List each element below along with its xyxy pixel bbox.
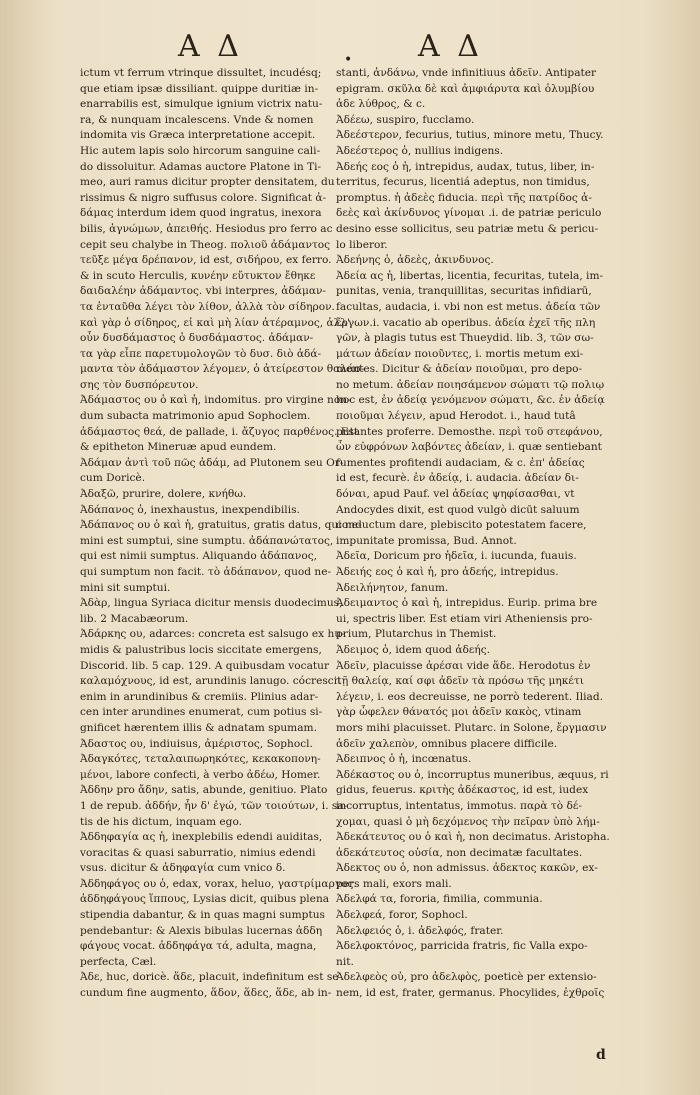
text-line: δεὲς καὶ ἀκίνδυνος γίνομαι .i. de patriæ periculo — [336, 207, 602, 220]
text-line: Ἀδδηφαγία ας ἡ, inexplebilis edendi auiditas, — [80, 831, 323, 844]
text-line: pendebantur: & Alexis bibulas lucernas ἀδδη — [80, 924, 323, 937]
text-line: gnificet hærentem illis & adnatam spumam. — [80, 721, 317, 734]
text-line: ἀδε λύθρος, & c. — [336, 98, 426, 111]
text-line: τῇ θαλείᾳ, καί σφι ἀδεῖν τὰ πρόσω τῆς μηκέτι — [336, 675, 584, 688]
text-line: Andocydes dixit, est quod vulgò dicūt saluum — [336, 503, 580, 516]
text-line: que etiam ipsæ dissiliant. quippe duritiæ in- — [80, 82, 319, 95]
text-line: γὰρ ὦφελεν θάνατός μοι ἀδεῖν κακὸς, vtinam — [336, 706, 582, 719]
text-line: bilis, ἀγνώμων, ἀπειθής. Hesiodus pro ferro ac — [80, 222, 333, 235]
text-line: ui, spectris liber. Est etiam viri Atheniensis pro- — [336, 612, 593, 625]
text-line: & epitheton Mineruæ apud eundem. — [80, 441, 277, 454]
text-line: Ἀδδηφάγος ου ὁ, edax, vorax, heluo, γαστρίμαργος. — [80, 877, 357, 890]
text-line: ἀδεῖν χαλεπὸν, omnibus placere difficile. — [336, 737, 558, 750]
text-line: impunitate promissa, Bud. Annot. — [336, 534, 517, 547]
text-line: Ἀδέκαστος ου ὁ, incorruptus muneribus, æquus, ri — [336, 768, 609, 781]
right-text-column — [336, 66, 626, 1066]
text-line: punitas, venia, tranquillitas, securitas infidiarū, — [336, 285, 592, 298]
text-line: gidus, feuerus. κριτὴς ἀδέκαστος, id est, iudex — [336, 784, 589, 797]
text-line: hoc est, ἐν ἀδείᾳ γενόμενον σώματι, &c. ἐν ἀδείᾳ — [336, 394, 605, 407]
text-line: τα γὰρ εἶπε παρετυμολογῶν τὸ δυσ. διὸ ἀδά- — [80, 347, 322, 360]
text-line: λέγειν, i. eos decreuisse, ne porrò tederent. Iliad. — [336, 690, 603, 703]
text-line: Ἀδάπανος ου ὁ καὶ ἡ, gratuitus, gratis datus, qui ne- — [80, 519, 362, 532]
text-line: Ἀδέεω, suspiro, fucclamo. — [336, 113, 475, 126]
text-line: no metum. ἀδείαν ποιησάμενον σώματι τῷ πολιῳ — [336, 378, 605, 391]
text-line: σης τὸν δυσπόρευτον. — [80, 378, 199, 391]
left-text-column — [80, 66, 366, 1066]
text-line: τα ἐνταῦθα λέγει τὸν λίθον, ἀλλὰ τὸν σίδηρον. — [80, 300, 335, 313]
text-line: conductum dare, plebiscito potestatem facere, — [336, 519, 587, 532]
text-line: lib. 2 Macabæorum. — [80, 612, 189, 625]
text-line: lo liberor. — [336, 238, 388, 251]
text-line: voracitas & quasi saburratio, nimius edendi — [80, 846, 316, 859]
text-line: Ἀδελφοκτόνος, parricida fratris, fic Valla expo- — [336, 940, 588, 953]
text-line: do dissoluitur. Adamas auctore Platone in Ti- — [80, 160, 322, 173]
text-line: ἀδεκάτευτος οὐσία, non decimatæ facultates. — [336, 846, 583, 859]
text-line: Ἀδεῖν, placuisse ἀρέσαι vide ἅδε. Herodotus ἐν — [336, 659, 591, 672]
text-line: promptus. ἡ ἀδεὲς fiducia. περὶ τῆς πατρίδος ἀ- — [336, 191, 592, 204]
text-line: καὶ γὰρ ὁ σίδηρος, εἰ καὶ μὴ λίαν ἀτέραμνος, ἀλλ' — [80, 316, 350, 329]
text-line: Ἀδεέστερος ὁ, nullius indigens. — [336, 144, 504, 157]
text-line: meo, auri ramus dicitur propter densitatem, du — [80, 176, 335, 189]
text-line: nem, id est, frater, germanus. Phocylides, ἐχθροῖς — [336, 987, 605, 1000]
text-line: δαιδαλέην ἀδάμαντος. vbi interpres, ἀδάμαν- — [80, 285, 326, 298]
text-line: Ἀδεία ας ἡ, libertas, licentia, fecuritas, tutela, im- — [336, 269, 604, 282]
text-line: tis de his dictum, inquam ego. — [80, 815, 242, 828]
text-line: id est, fecurè. ἐν ἀδείᾳ, i. audacia. ἀδείαν δι- — [336, 472, 579, 485]
text-line: cen inter arundines enumerat, cum potius si- — [80, 706, 323, 719]
header-dot: • — [344, 52, 353, 68]
text-line: Discorid. lib. 5 cap. 129. A quibusdam vocatur — [80, 659, 330, 672]
text-line: & in scuto Herculis, κυνέην εὔτυκτον ἔθηκε — [80, 269, 316, 282]
text-line: putantes proferre. Demosthe. περὶ τοῦ στεφάνου, — [336, 425, 603, 438]
text-line: ποιοῦμαι λέγειν, apud Herodot. i., haud tutâ — [336, 410, 576, 423]
text-line: enarrabilis est, simulque ignium victrix natu- — [80, 98, 323, 111]
text-line: οὖν δυσδάμαστος ὁ δυσδάμαστος. ἀδάμαν- — [80, 332, 314, 345]
text-line: Ἀδειμος ὁ, idem quod ἀδεής. — [336, 643, 490, 656]
text-line: Ἀδαξῶ, prurire, dolere, κνήθω. — [80, 488, 247, 501]
text-line: ἀδδηφάγους ἵππους, Lysias dicit, quibus plena — [80, 893, 330, 906]
text-line: pers mali, exors mali. — [336, 877, 452, 890]
text-line: ictum vt ferrum vtrinque dissultet, incudésq; — [80, 67, 322, 79]
text-line: epigram. σκῦλα δὲ καὶ ἀμφιάρυτα καὶ ὀλυμβίου — [336, 82, 595, 95]
text-line: Ἀδελφεὸς οὐ, pro ἀδελφὸς, poeticè per extensio- — [336, 971, 597, 984]
text-line: Ἀδαγκότες, τεταλαιπωρηκότες, κεκακοπονη- — [80, 753, 321, 766]
text-line: Ἀδελφεά, foror, Sophocl. — [336, 909, 468, 922]
text-line: mini sit sumptui. — [80, 581, 171, 594]
text-line: facultas, audacia, i. vbi non est metus. ἀδεία τῶν — [336, 300, 601, 313]
text-line: perfecta, Cæl. — [80, 955, 157, 968]
text-line: φάγους vocat. ἀδδηφάγα τά, adulta, magna, — [80, 940, 317, 953]
text-line: Ἀδελφά τα, fororia, fimilia, communia. — [336, 893, 543, 906]
signature-mark: d — [596, 1047, 606, 1063]
text-line: Ἀδε, huc, doricè. ἅδε, placuit, indefinitum est se — [80, 971, 339, 984]
text-line: Ἀδειλήνητον, fanum. — [336, 581, 449, 594]
text-line: cum Doricè. — [80, 472, 146, 485]
text-line: territus, fecurus, licentiá adeptus, non timidus, — [336, 176, 590, 189]
text-line: mentes. Dicitur & ἀδείαν ποιοῦμαι, pro depo- — [336, 363, 583, 376]
text-line: cepit seu chalybe in Theog. πολιοῦ ἀδάμαντος — [80, 238, 331, 251]
text-line: fumentes profitendi audaciam, & c. ἐπ' ἀδείας — [336, 456, 585, 469]
text-line: Ἀδάπανος ὁ, inexhaustus, inexpendibilis. — [80, 503, 300, 516]
text-line: enim in arundinibus & cremiis. Plinius adar- — [80, 690, 319, 703]
text-line: Ἀδδην pro ἄδην, satis, abunde, genitiuo. Plato — [80, 784, 328, 797]
right-running-head: A Δ — [418, 29, 483, 64]
text-line: stipendia dabantur, & in quas magni sumptus — [80, 909, 325, 922]
text-line: Ἀδάμαν ἀντὶ τοῦ πῶς ἀδάμ, ad Plutonem seu Or- — [80, 456, 344, 469]
text-line: prium, Plutarchus in Themist. — [336, 628, 497, 641]
text-line: Ἀδειμαντος ὁ καὶ ἡ, intrepidus. Eurip. prima bre — [336, 597, 598, 610]
text-line: Ἀδεκτος ου ὁ, non admissus. ἀδεκτος κακῶν, ex- — [336, 862, 598, 875]
text-line: δόναι, apud Pauf. vel ἀδείας ψηφίσασθαι, vt — [336, 488, 575, 501]
text-line: Ἀδεής εος ὁ ἡ, intrepidus, audax, tutus, liber, in- — [336, 160, 595, 173]
text-line: δάμας interdum idem quod ingratus, inexora — [80, 207, 322, 220]
text-line: Ἀδελφειός ὁ, i. ἀδελφός, frater. — [336, 924, 504, 937]
text-line: Ἀδάρκης ου, adarces: concreta est salsugo ex hu- — [80, 628, 345, 641]
page-header — [0, 30, 700, 66]
text-line: Ἀδάμαστος ου ὁ καὶ ἡ, indomitus. pro virgine non- — [80, 394, 351, 407]
text-line: desino esse sollicitus, seu patriæ metu & pericu- — [336, 222, 599, 235]
text-line: ἀδάμαστος θεά, de pallade, i. ἄζυγος παρθένος. Est — [80, 425, 359, 438]
text-line: Ἀδὰρ, lingua Syriaca dicitur mensis duodecimus, — [80, 597, 343, 610]
text-line: incorruptus, intentatus, immotus. παρὰ τὸ δέ- — [336, 799, 582, 812]
text-line: τεῦξε μέγα δρέπανον, id est, σιδήρου, ex ferro. — [80, 254, 332, 267]
text-line: Ἀδεκάτευτος ου ὁ καὶ ἡ, non decimatus. Aristopha. — [336, 831, 610, 844]
text-line: midis & palustribus locis siccitate emergens, — [80, 643, 322, 656]
text-line: μένοι, labore confecti, à verbo ἀδέω, Homer. — [80, 768, 321, 781]
text-line: indomita vis Græca interpretatione accepit. — [80, 129, 316, 142]
left-running-head: A Δ — [178, 29, 243, 64]
text-line: mini est sumptui, sine sumptu. ἀδάπανώτατος, — [80, 534, 334, 547]
text-line: ἔργων.i. vacatio ab operibus. ἀδεία ἐχεῖ τῆς πλη — [336, 316, 596, 329]
text-line: vsus. dicitur & ἀδηφαγία cum vnico δ. — [80, 862, 286, 875]
text-line: Ἀδεήνης ὁ, ἀδεὲς, ἀκινδυνος. — [336, 254, 494, 267]
text-line: ὧν εὐφρόνων λαβόντες ἀδείαν, i. quæ sentiebant — [336, 441, 602, 454]
text-line: Ἀδεῖα, Doricum pro ἡδεῖα, i. iucunda, fuauis. — [336, 550, 577, 563]
text-line: ra, & nunquam incalescens. Vnde & nomen — [80, 113, 314, 126]
text-line: μαντα τὸν ἀδάμαστον λέγομεν, ὁ ἀτείρεστον θαλάσ- — [80, 363, 365, 376]
text-line: Ἀδειπνος ὁ ἡ, incœnatus. — [336, 753, 472, 766]
text-line: dum subacta matrimonio apud Sophoclem. — [80, 410, 311, 423]
text-line: Ἀδεέστερον, fecurius, tutius, minore metu, Thucy. — [336, 129, 604, 142]
text-line: nit. — [336, 955, 354, 968]
text-line: χομαι, quasi ὁ μὴ δεχόμενος τὴν πεῖραν ὑπὸ λήμ- — [336, 815, 600, 828]
text-line: μάτων ἀδείαν ποιοῦντες, i. mortis metum exi- — [336, 347, 584, 360]
text-line: stanti, ἁνδάνω, vnde infinitiuus ἀδεῖν. Antipater — [336, 67, 597, 79]
text-line: qui sumptum non facit. τὸ ἀδάπανον, quod ne- — [80, 566, 332, 578]
text-line: Ἀδειής εος ὁ καὶ ἡ, pro ἀδεής, intrepidus. — [336, 566, 559, 578]
text-line: cundum fine augmento, ἅδον, ἅδες, ἅδε, ab in- — [80, 987, 332, 1000]
text-line: καλαμόχνους, id est, arundinis lanugo. cócrescit — [80, 675, 342, 688]
text-line: Ἀδαστος ου, indiuisus, ἀμέριστος, Sophocl. — [80, 737, 313, 750]
text-line: rissimus & nigro suffusus colore. Significat ἀ- — [80, 191, 327, 204]
text-line: mors mihi placuisset. Plutarc. in Solone, ἔργμασιν — [336, 721, 607, 734]
text-line: Hic autem lapis solo hircorum sanguine cali- — [80, 144, 321, 157]
text-line: qui est nimii sumptus. Aliquando ἀδάπανος, — [80, 550, 318, 563]
text-line: 1 de repub. ἀδδήν, ἦν δ' ἐγώ, τῶν τοιούτων, i. sa- — [80, 799, 348, 812]
text-line: γῶν, à plagis tutus est Thueydid. lib. 3, τῶν σω- — [336, 332, 594, 345]
